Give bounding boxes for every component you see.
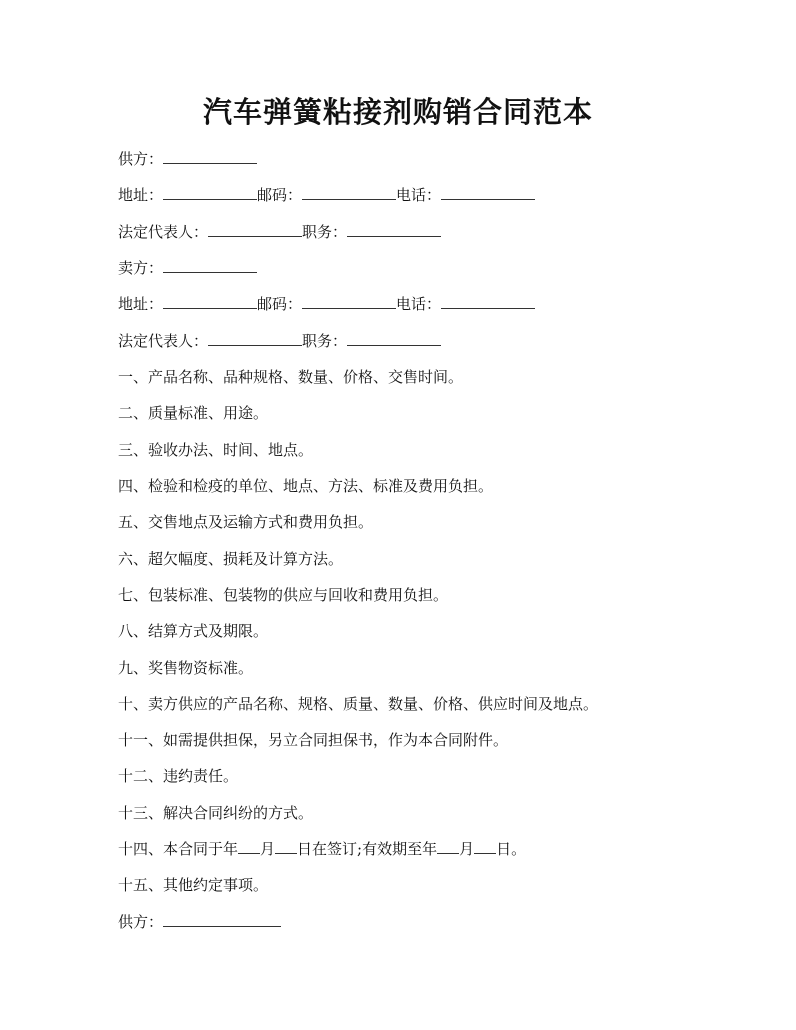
clause-14 bbox=[118, 838, 526, 860]
position-blank bbox=[347, 222, 441, 237]
position-label: 职务： bbox=[302, 223, 348, 241]
buyer-blank bbox=[163, 258, 257, 273]
clause-12: 十二、违约责任。 bbox=[118, 767, 239, 785]
address-blank bbox=[163, 294, 257, 309]
clause-1: 一、产品名称、品种规格、数量、价格、交售时间。 bbox=[118, 368, 464, 386]
document-title: 汽车弹簧粘接剂购销合同范本 bbox=[202, 95, 593, 129]
postcode-blank bbox=[302, 185, 396, 200]
representative-label: 法定代表人： bbox=[118, 223, 209, 241]
phone-label: 电话： bbox=[396, 295, 442, 313]
signature-supplier-blank bbox=[163, 912, 281, 927]
signature-supplier-label: 供方： bbox=[118, 913, 164, 931]
supplier-label: 供方： bbox=[118, 150, 164, 168]
clause-13: 十三、解决合同纠纷的方式。 bbox=[118, 804, 314, 822]
month-blank bbox=[437, 839, 459, 854]
phone-blank bbox=[441, 185, 535, 200]
clause-14-end: 日。 bbox=[496, 840, 527, 858]
position-label: 职务： bbox=[302, 332, 348, 350]
buyer-address-line bbox=[118, 293, 535, 315]
phone-label: 电话： bbox=[396, 186, 442, 204]
clause-7: 七、包装标准、包装物的供应与回收和费用负担。 bbox=[118, 586, 449, 604]
address-label: 地址： bbox=[118, 295, 164, 313]
postcode-label: 邮码： bbox=[257, 186, 303, 204]
representative-blank bbox=[208, 222, 302, 237]
supplier-representative-line bbox=[118, 221, 441, 243]
signature-supplier-line bbox=[118, 911, 281, 933]
day-blank bbox=[275, 839, 297, 854]
clause-8: 八、结算方式及期限。 bbox=[118, 622, 269, 640]
buyer-line bbox=[118, 257, 257, 279]
clause-14-prefix: 十四、本合同于年 bbox=[118, 840, 239, 858]
representative-label: 法定代表人： bbox=[118, 332, 209, 350]
buyer-representative-line bbox=[118, 330, 441, 352]
position-blank bbox=[347, 331, 441, 346]
clause-14-middle: 日在签订;有效期至年 bbox=[297, 840, 438, 858]
clause-14-month-2: 月 bbox=[459, 840, 475, 858]
supplier-address-line bbox=[118, 184, 535, 206]
clause-11: 十一、如需提供担保，另立合同担保书，作为本合同附件。 bbox=[118, 731, 509, 749]
clause-9: 九、奖售物资标准。 bbox=[118, 659, 254, 677]
buyer-label: 卖方： bbox=[118, 259, 164, 277]
address-blank bbox=[163, 185, 257, 200]
clause-14-month: 月 bbox=[260, 840, 276, 858]
clause-2: 二、质量标准、用途。 bbox=[118, 404, 269, 422]
postcode-label: 邮码： bbox=[257, 295, 303, 313]
representative-blank bbox=[208, 331, 302, 346]
clause-4: 四、检验和检疫的单位、地点、方法、标准及费用负担。 bbox=[118, 477, 494, 495]
clause-6: 六、超欠幅度、损耗及计算方法。 bbox=[118, 550, 344, 568]
address-label: 地址： bbox=[118, 186, 164, 204]
month-blank bbox=[238, 839, 260, 854]
postcode-blank bbox=[302, 294, 396, 309]
supplier-line bbox=[118, 148, 257, 170]
clause-15: 十五、其他约定事项。 bbox=[118, 876, 269, 894]
clause-5: 五、交售地点及运输方式和费用负担。 bbox=[118, 513, 374, 531]
clause-10: 十、卖方供应的产品名称、规格、质量、数量、价格、供应时间及地点。 bbox=[118, 695, 599, 713]
phone-blank bbox=[441, 294, 535, 309]
clause-3: 三、验收办法、时间、地点。 bbox=[118, 441, 314, 459]
day-blank bbox=[474, 839, 496, 854]
supplier-blank bbox=[163, 149, 257, 164]
